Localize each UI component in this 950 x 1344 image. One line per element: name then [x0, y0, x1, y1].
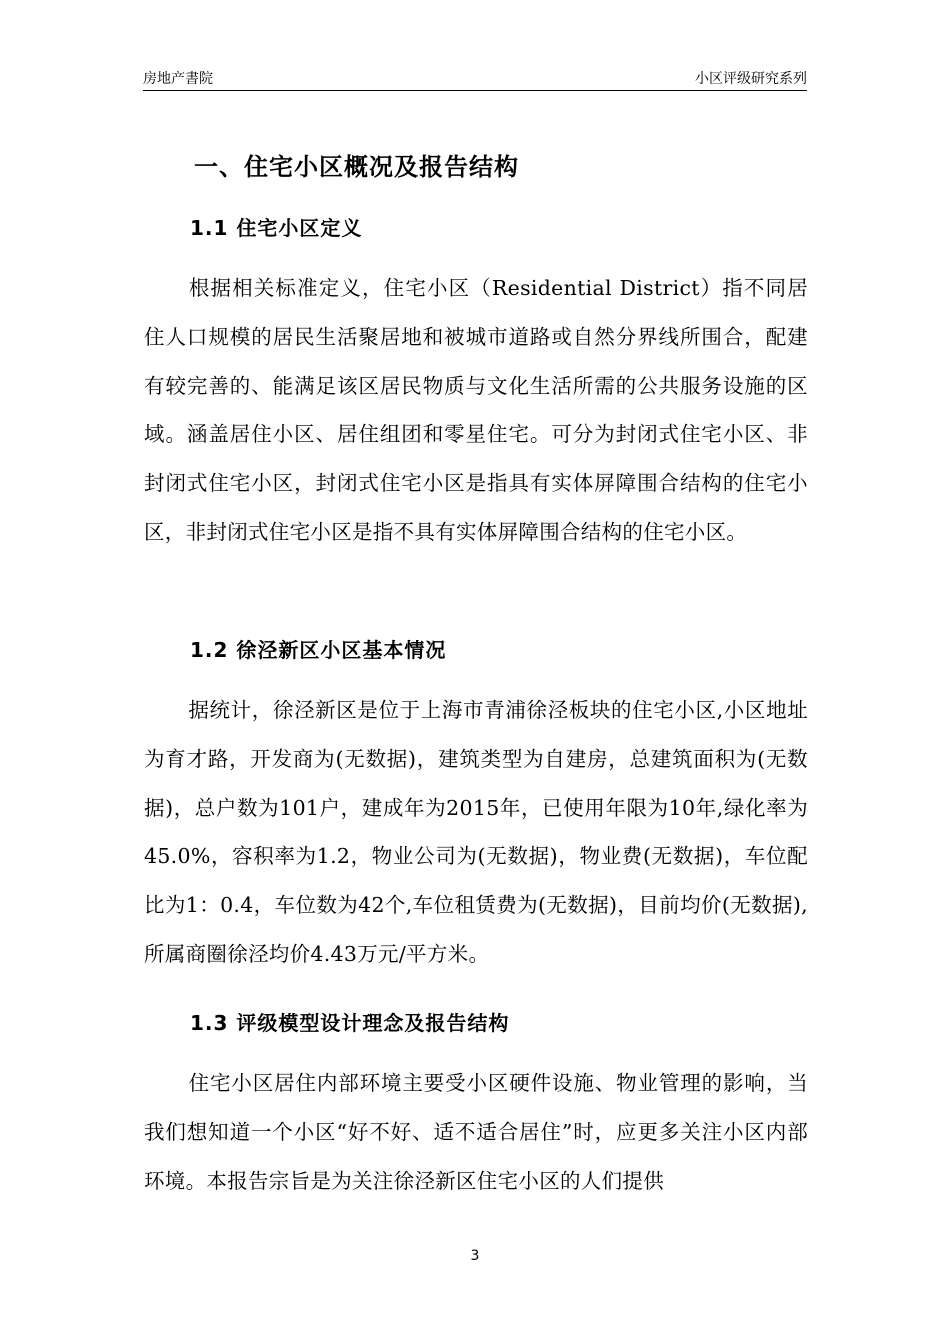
header-publisher: 房地产書院	[143, 71, 213, 87]
paragraph-basic-info-text: 据统计，徐泾新区是位于上海市青浦徐泾板块的住宅小区,小区地址为育才路，开发商为(无数据)，建筑类型为自建房，总建筑面积为(无数据)，总户数为101户，建成年为2015年，已使用年限为10年,绿化率为45.0%，容积率为1.2，物业公司为(无数据)，物业费(无数据)，车位配比为1：0.4，车位数为42个,车位租赁费为(无数据)，目前均价(无数据),所属商圈徐泾均价4.43万元/平方米。	[144, 698, 808, 966]
paragraph-definition	[144, 264, 808, 557]
subsection-title-1-3: 1.3 评级模型设计理念及报告结构	[190, 1011, 510, 1035]
paragraph-model-design-text: 住宅小区居住内部环境主要受小区硬件设施、物业管理的影响，当我们想知道一个小区“好不好、适不适合居住”时，应更多关注小区内部环境。本报告宗旨是为关注徐泾新区住宅小区的人们提供	[144, 1071, 808, 1193]
paragraph-basic-info	[144, 686, 808, 979]
page-header	[143, 66, 807, 91]
section-title: 一、住宅小区概况及报告结构	[194, 153, 519, 181]
subsection-title-1-1: 1.1 住宅小区定义	[190, 216, 363, 240]
subsection-title-1-2: 1.2 徐泾新区小区基本情况	[190, 638, 447, 662]
page-number: 3	[470, 1248, 480, 1264]
header-series: 小区评级研究系列	[695, 71, 807, 87]
paragraph-model-design	[144, 1059, 808, 1205]
paragraph-definition-text: 根据相关标准定义，住宅小区（Residential District）指不同居住人口规模的居民生活聚居地和被城市道路或自然分界线所围合，配建有较完善的、能满足该区居民物质与文化生活所需的公共服务设施的区域。涵盖居住小区、居住组团和零星住宅。可分为封闭式住宅小区、非封闭式住宅小区，封闭式住宅小区是指具有实体屏障围合结构的住宅小区，非封闭式住宅小区是指不具有实体屏障围合结构的住宅小区。	[144, 276, 808, 544]
